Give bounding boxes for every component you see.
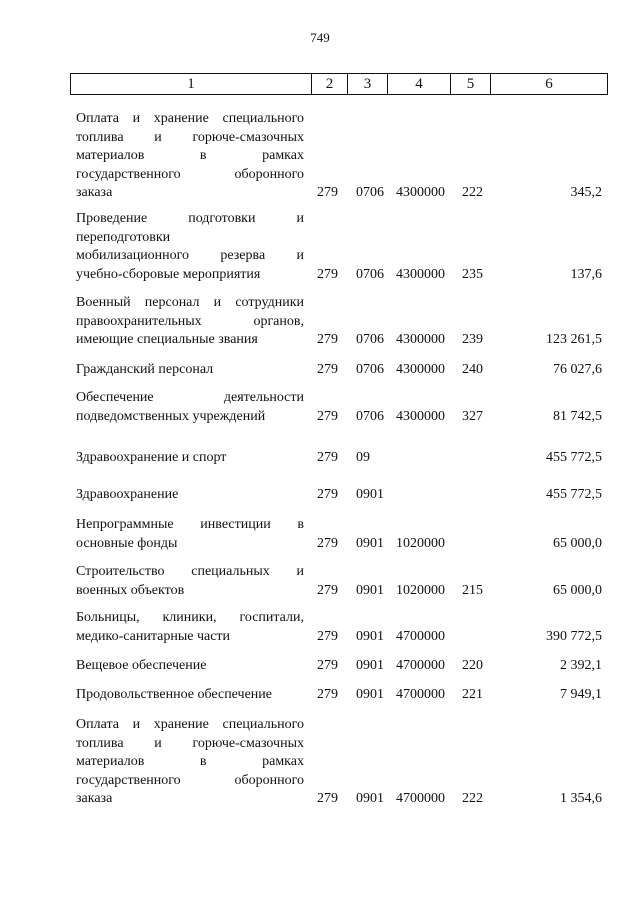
row-name-line: военных объектов bbox=[76, 582, 185, 598]
cell-c2: 279 bbox=[317, 658, 338, 673]
row-name bbox=[76, 210, 304, 284]
row-name bbox=[76, 294, 304, 350]
row-name bbox=[76, 609, 304, 646]
cell-c6: 455 772,5 bbox=[546, 487, 602, 502]
cell-c2: 279 bbox=[317, 362, 338, 377]
cell-c3: 0901 bbox=[356, 535, 384, 551]
cell-c3: 0901 bbox=[356, 658, 384, 673]
cell-c5: 239 bbox=[462, 332, 483, 348]
cell-c3: 0706 bbox=[356, 185, 384, 201]
row-name-line: переподготовки bbox=[76, 229, 171, 245]
cell-c2: 279 bbox=[317, 582, 338, 598]
cell-c2: 279 bbox=[317, 332, 338, 348]
cell-c6: 2 392,1 bbox=[560, 658, 602, 673]
cell-c4: 4700000 bbox=[396, 658, 445, 673]
cell-c5: 235 bbox=[462, 266, 483, 282]
cell-c2: 279 bbox=[317, 450, 338, 465]
row-name-line: Оплата и хранение специального bbox=[76, 111, 304, 126]
row-name-line: Здравоохранение bbox=[76, 487, 179, 502]
row-name-line: мобилизационного резерва и bbox=[76, 248, 304, 264]
cell-c6: 7 949,1 bbox=[560, 687, 602, 702]
row-name-line: Оплата и хранение специального bbox=[76, 717, 304, 732]
cell-c4: 4300000 bbox=[396, 185, 445, 201]
cell-c3: 0706 bbox=[356, 266, 384, 282]
row-name bbox=[76, 716, 304, 809]
cell-c4: 4700000 bbox=[396, 628, 445, 644]
cell-c4: 4300000 bbox=[396, 408, 445, 424]
cell-c4: 4300000 bbox=[396, 332, 445, 348]
page-number: 749 bbox=[310, 30, 330, 45]
cell-c5: 222 bbox=[462, 791, 483, 807]
row-name-line: заказа bbox=[76, 791, 113, 807]
header-col-2: 2 bbox=[312, 74, 348, 94]
cell-c5: 220 bbox=[462, 658, 483, 673]
cell-c5: 215 bbox=[462, 582, 483, 598]
row-name-line: государственного оборонного bbox=[76, 772, 304, 788]
cell-c6: 1 354,6 bbox=[560, 791, 602, 807]
row-name-line: правоохранительных органов, bbox=[76, 313, 304, 329]
row-name bbox=[76, 449, 304, 468]
cell-c3: 0706 bbox=[356, 332, 384, 348]
table-header bbox=[70, 73, 608, 95]
cell-c2: 279 bbox=[317, 535, 338, 551]
header-col-5: 5 bbox=[451, 74, 491, 94]
cell-c2: 279 bbox=[317, 628, 338, 644]
row-name-line: Здравоохранение и спорт bbox=[76, 450, 227, 465]
cell-c5: 221 bbox=[462, 687, 483, 702]
header-col-3: 3 bbox=[348, 74, 388, 94]
cell-c6: 137,6 bbox=[570, 266, 602, 282]
cell-c3: 0901 bbox=[356, 791, 384, 807]
header-col-6: 6 bbox=[545, 75, 553, 92]
row-name bbox=[76, 516, 304, 553]
cell-c5: 222 bbox=[462, 185, 483, 201]
cell-c2: 279 bbox=[317, 408, 338, 424]
cell-c2: 279 bbox=[317, 487, 338, 502]
cell-c5: 240 bbox=[462, 362, 483, 377]
row-name bbox=[76, 686, 304, 705]
header-col-1: 1 bbox=[71, 74, 312, 94]
row-name bbox=[76, 486, 304, 505]
row-name-line: учебно-сборовые мероприятия bbox=[76, 266, 261, 282]
row-name-line: Продовольственное обеспечение bbox=[76, 687, 272, 702]
cell-c4: 1020000 bbox=[396, 582, 445, 598]
cell-c2: 279 bbox=[317, 266, 338, 282]
row-name bbox=[76, 657, 304, 676]
cell-c6: 390 772,5 bbox=[546, 628, 602, 644]
cell-c5: 327 bbox=[462, 408, 483, 424]
row-name-line: государственного оборонного bbox=[76, 166, 304, 182]
row-name-line: Проведение подготовки и bbox=[76, 211, 304, 226]
cell-c3: 0706 bbox=[356, 408, 384, 424]
row-name-line: Обеспечение деятельности bbox=[76, 390, 304, 405]
row-name-line: Непрограммные инвестиции в bbox=[76, 517, 304, 532]
cell-c3: 0901 bbox=[356, 628, 384, 644]
row-name-line: основные фонды bbox=[76, 535, 178, 551]
row-name-line: Военный персонал и сотрудники bbox=[76, 295, 304, 310]
row-name-line: Вещевое обеспечение bbox=[76, 658, 207, 673]
row-name bbox=[76, 563, 304, 600]
cell-c6: 76 027,6 bbox=[553, 362, 602, 377]
cell-c2: 279 bbox=[317, 791, 338, 807]
row-name-line: материалов в рамках bbox=[76, 148, 304, 164]
row-name-line: топлива и горюче-смазочных bbox=[76, 735, 304, 751]
row-name bbox=[76, 389, 304, 426]
row-name-line: Больницы, клиники, госпитали, bbox=[76, 610, 304, 625]
cell-c2: 279 bbox=[317, 687, 338, 702]
cell-c2: 279 bbox=[317, 185, 338, 201]
cell-c3: 09 bbox=[356, 450, 370, 465]
cell-c4: 4700000 bbox=[396, 687, 445, 702]
cell-c3: 0901 bbox=[356, 487, 384, 502]
cell-c6: 345,2 bbox=[570, 185, 602, 201]
cell-c3: 0901 bbox=[356, 582, 384, 598]
row-name-line: имеющие специальные звания bbox=[76, 332, 258, 348]
header-col-4: 4 bbox=[388, 74, 451, 94]
cell-c4: 4300000 bbox=[396, 266, 445, 282]
row-name-line: медико-санитарные части bbox=[76, 628, 231, 644]
row-name bbox=[76, 361, 304, 380]
cell-c6: 81 742,5 bbox=[553, 408, 602, 424]
row-name-line: материалов в рамках bbox=[76, 754, 304, 770]
row-name-line: подведомственных учреждений bbox=[76, 408, 266, 424]
cell-c6: 455 772,5 bbox=[546, 450, 602, 465]
cell-c3: 0706 bbox=[356, 362, 384, 377]
row-name bbox=[76, 110, 304, 203]
cell-c6: 65 000,0 bbox=[553, 582, 602, 598]
cell-c6: 123 261,5 bbox=[546, 332, 602, 348]
cell-c3: 0901 bbox=[356, 687, 384, 702]
cell-c4: 4300000 bbox=[396, 362, 445, 377]
row-name-line: Строительство специальных и bbox=[76, 564, 304, 579]
cell-c6: 65 000,0 bbox=[553, 535, 602, 551]
row-name-line: топлива и горюче-смазочных bbox=[76, 129, 304, 145]
cell-c4: 4700000 bbox=[396, 791, 445, 807]
row-name-line: Гражданский персонал bbox=[76, 362, 214, 377]
row-name-line: заказа bbox=[76, 185, 113, 201]
cell-c4: 1020000 bbox=[396, 535, 445, 551]
